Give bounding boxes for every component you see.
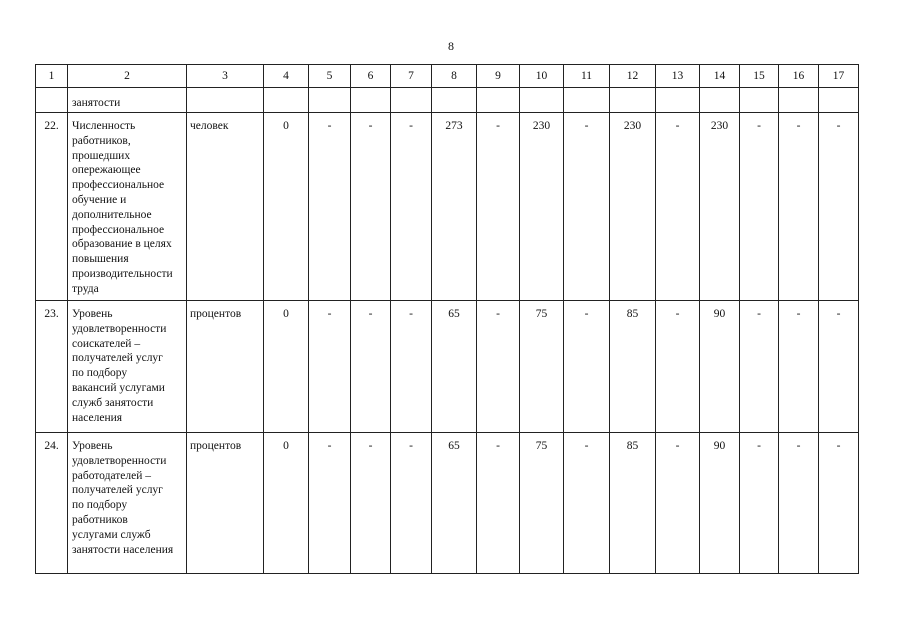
empty-cell xyxy=(36,88,68,113)
header-cell: 4 xyxy=(264,65,309,88)
value-cell: 75 xyxy=(520,433,564,574)
value-cell: - xyxy=(477,433,520,574)
value-cell: 230 xyxy=(700,113,740,301)
indicator-name-line: услугами служб xyxy=(72,528,151,541)
value-cell: 273 xyxy=(432,113,477,301)
value-cell: 65 xyxy=(432,301,477,433)
indicator-name-line: удовлетворенности xyxy=(72,322,167,335)
empty-cell xyxy=(432,88,477,113)
indicator-name-line: профессиональное xyxy=(72,179,165,192)
row-number: 24. xyxy=(36,433,68,574)
value-cell: 65 xyxy=(432,433,477,574)
value-cell: - xyxy=(740,433,779,574)
value-cell: - xyxy=(819,433,859,574)
empty-cell xyxy=(309,88,351,113)
value-cell: - xyxy=(391,113,432,301)
value-cell: 90 xyxy=(700,301,740,433)
value-cell: - xyxy=(819,113,859,301)
empty-cell xyxy=(610,88,656,113)
indicator-name-line: дополнительное xyxy=(72,208,152,221)
indicator-name-line: обучение и xyxy=(72,193,127,206)
indicator-name-line: получателей услуг xyxy=(72,484,163,497)
header-cell: 8 xyxy=(432,65,477,88)
continuation-text: занятости xyxy=(68,88,187,113)
indicator-name xyxy=(68,433,187,574)
continuation-row xyxy=(36,88,859,113)
empty-cell xyxy=(264,88,309,113)
indicator-name-line: работников, xyxy=(72,134,131,147)
indicator-name-line: получателей услуг xyxy=(72,352,163,365)
value-cell: - xyxy=(477,113,520,301)
indicator-name-line: служб занятости xyxy=(72,396,154,409)
indicator-name-line: труда xyxy=(72,282,99,295)
value-cell: - xyxy=(779,433,819,574)
indicator-name-line: Численность xyxy=(72,120,136,132)
header-cell: 2 xyxy=(68,65,187,88)
value-cell: - xyxy=(656,433,700,574)
indicator-name-line: повышения xyxy=(72,253,129,266)
header-cell: 11 xyxy=(564,65,610,88)
table-row xyxy=(36,301,859,433)
indicator-name-line: занятости населения xyxy=(72,543,174,556)
indicator-name-line: Уровень xyxy=(72,440,113,452)
indicator-name-line: профессиональное xyxy=(72,223,165,236)
header-cell: 15 xyxy=(740,65,779,88)
header-cell: 16 xyxy=(779,65,819,88)
value-cell: 0 xyxy=(264,433,309,574)
value-cell: - xyxy=(656,113,700,301)
indicator-name-line: соискателей – xyxy=(72,337,141,350)
empty-cell xyxy=(779,88,819,113)
header-cell: 6 xyxy=(351,65,391,88)
value-cell: 85 xyxy=(610,433,656,574)
value-cell: 230 xyxy=(520,113,564,301)
empty-cell xyxy=(564,88,610,113)
header-cell: 12 xyxy=(610,65,656,88)
indicator-name-line: образование в целях xyxy=(72,238,172,251)
header-cell: 1 xyxy=(36,65,68,88)
header-cell: 3 xyxy=(187,65,264,88)
value-cell: 0 xyxy=(264,113,309,301)
value-cell: - xyxy=(564,433,610,574)
indicator-name xyxy=(68,113,187,301)
value-cell: - xyxy=(351,433,391,574)
value-cell: 90 xyxy=(700,433,740,574)
empty-cell xyxy=(351,88,391,113)
empty-cell xyxy=(700,88,740,113)
indicator-name-line: удовлетворенности xyxy=(72,454,167,467)
value-cell: - xyxy=(309,301,351,433)
row-number: 22. xyxy=(36,113,68,301)
indicator-name-line: Уровень xyxy=(72,308,113,320)
indicator-name-line: по подбору xyxy=(72,499,128,512)
row-number: 23. xyxy=(36,301,68,433)
value-cell: - xyxy=(740,301,779,433)
value-cell: - xyxy=(740,113,779,301)
table-row xyxy=(36,113,859,301)
indicator-name-line: по подбору xyxy=(72,367,128,380)
header-cell: 13 xyxy=(656,65,700,88)
header-cell: 7 xyxy=(391,65,432,88)
indicator-name-line: вакансий услугами xyxy=(72,381,165,394)
value-cell: - xyxy=(391,433,432,574)
indicator-name-line: работников xyxy=(72,513,128,526)
empty-cell xyxy=(187,88,264,113)
empty-cell xyxy=(740,88,779,113)
indicator-name-line: производительности xyxy=(72,267,173,280)
value-cell: - xyxy=(564,113,610,301)
value-cell: - xyxy=(351,113,391,301)
value-cell: - xyxy=(477,301,520,433)
indicator-name xyxy=(68,301,187,433)
indicator-name-line: опережающее xyxy=(72,164,141,177)
value-cell: - xyxy=(391,301,432,433)
empty-cell xyxy=(819,88,859,113)
value-cell: - xyxy=(564,301,610,433)
empty-cell xyxy=(477,88,520,113)
empty-cell xyxy=(391,88,432,113)
indicator-name-line: работодателей – xyxy=(72,469,152,482)
unit-cell: человек xyxy=(187,113,264,301)
table-body xyxy=(36,65,859,574)
header-cell: 17 xyxy=(819,65,859,88)
value-cell: 230 xyxy=(610,113,656,301)
header-row xyxy=(36,65,859,88)
value-cell: - xyxy=(656,301,700,433)
indicator-name-line: населения xyxy=(72,411,123,424)
header-cell: 10 xyxy=(520,65,564,88)
value-cell: - xyxy=(779,301,819,433)
header-cell: 5 xyxy=(309,65,351,88)
header-cell: 9 xyxy=(477,65,520,88)
value-cell: 85 xyxy=(610,301,656,433)
unit-cell: процентов xyxy=(187,433,264,574)
indicator-name-line: прошедших xyxy=(72,149,131,162)
empty-cell xyxy=(656,88,700,113)
empty-cell xyxy=(520,88,564,113)
page-number: 8 xyxy=(448,39,454,53)
value-cell: - xyxy=(819,301,859,433)
value-cell: 0 xyxy=(264,301,309,433)
value-cell: - xyxy=(351,301,391,433)
value-cell: 75 xyxy=(520,301,564,433)
unit-cell: процентов xyxy=(187,301,264,433)
table-row xyxy=(36,433,859,574)
indicators-table xyxy=(35,64,859,574)
value-cell: - xyxy=(309,433,351,574)
header-cell: 14 xyxy=(700,65,740,88)
value-cell: - xyxy=(309,113,351,301)
value-cell: - xyxy=(779,113,819,301)
